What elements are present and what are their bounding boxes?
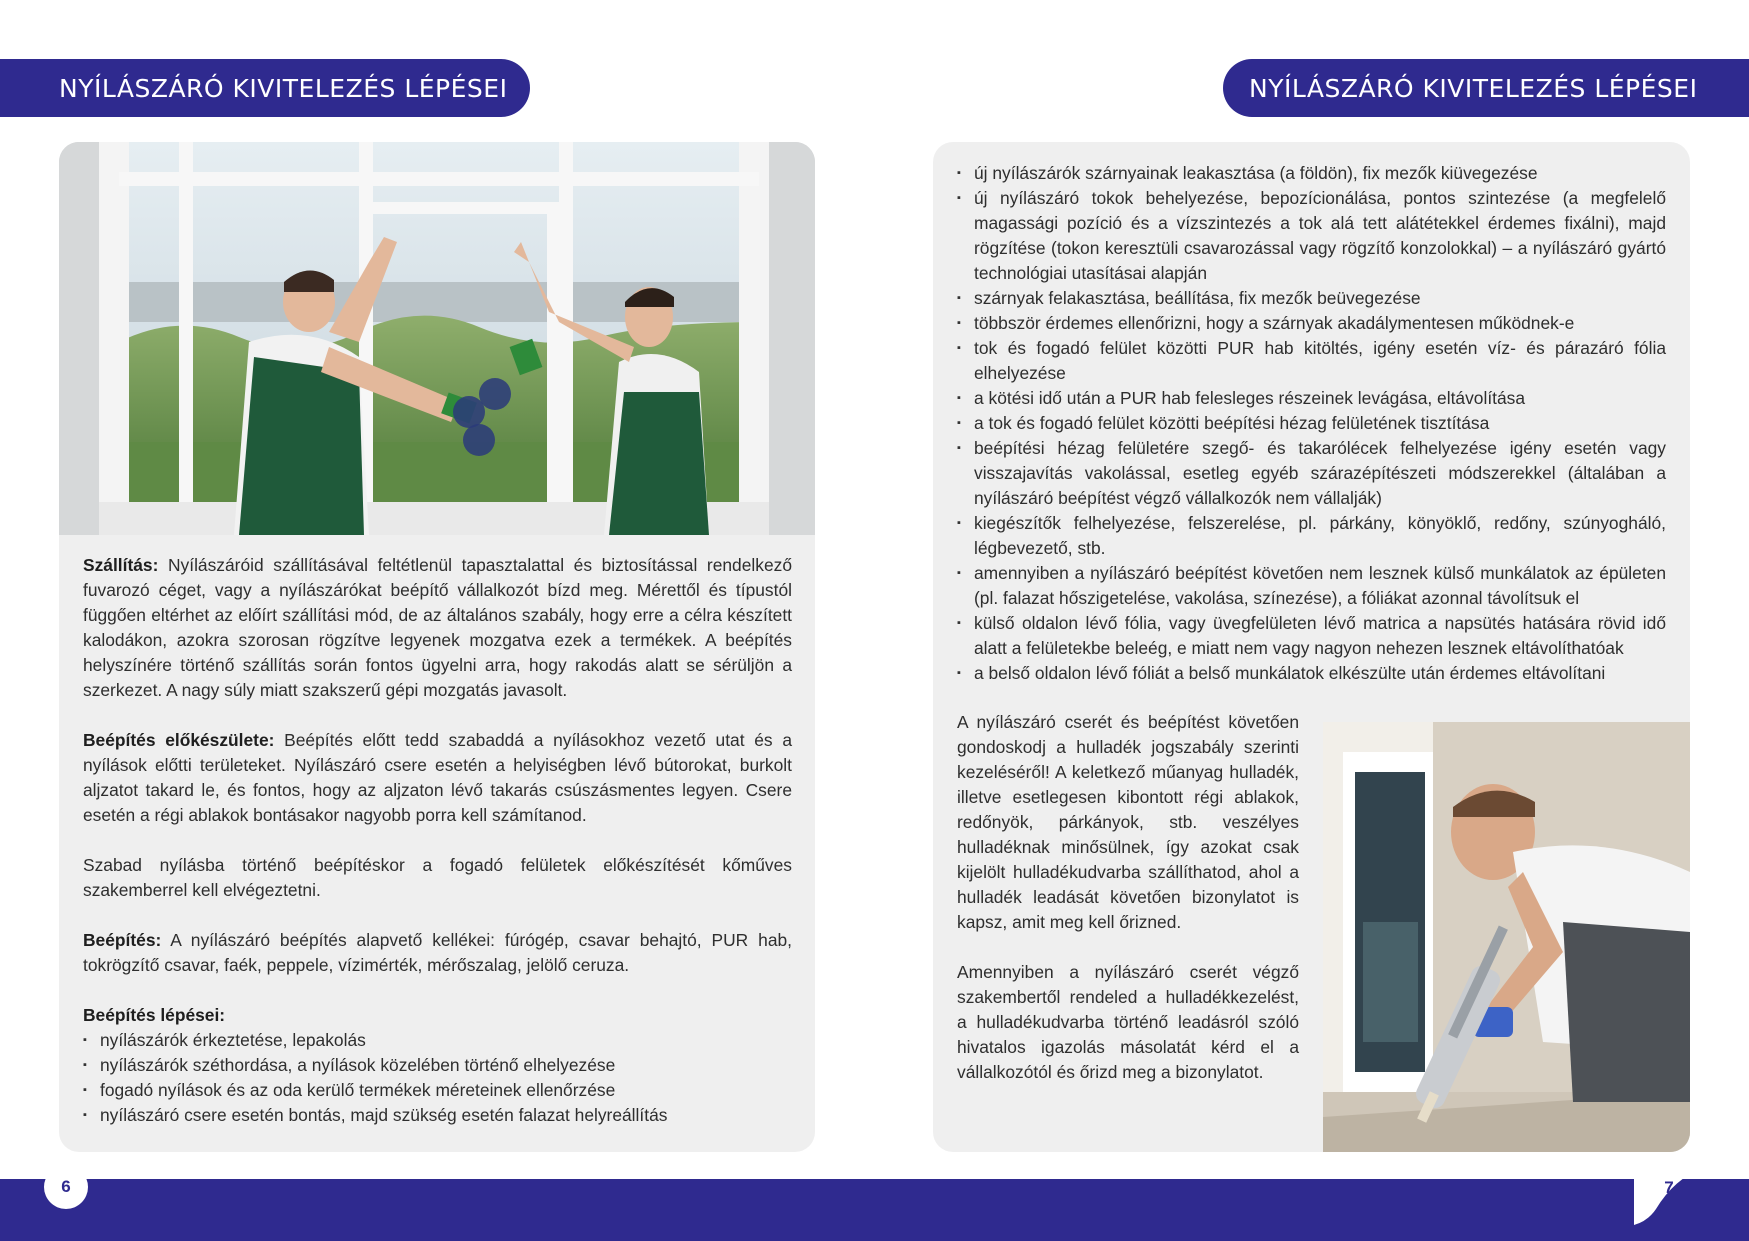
list-item: ▪ beépítési hézag felületére szegő- és takarólécek felhelyezése igény esetén vagy visszajavítás vakolással, esetleg egyéb szárazépítészeti módszerekkel (általában a nyílászáró beépítést végző vállalkozók nem vállalják) [957,436,1666,511]
window-installation-photo [59,142,815,535]
left-body-text [83,553,792,1128]
left-content-panel [59,142,815,1152]
right-page-number-text: 7 [1664,1178,1674,1197]
install-label: Beépítés: [83,930,162,950]
list-item: ▪ szárnyak felakasztása, beállítása, fix mezők beüvegezése [957,286,1666,311]
list-item: ▪ nyílászárók érkeztetése, lepakolás [83,1028,792,1053]
steps-heading [83,1003,792,1028]
list-item: ▪ tok és fogadó felület közötti PUR hab kitöltés, igény esetén víz- és párazáró fólia elhelyezése [957,336,1666,386]
list-item: ▪ amennyiben a nyílászáró beépítést követően nem lesznek külső munkálatok az épületen (pl. falazat hőszigetelése, vakolása, színezése), a fóliákat azonnal távolítsuk el [957,561,1666,611]
prep-paragraph [83,728,792,828]
left-page-number [44,1165,88,1209]
left-page-title: NYÍLÁSZÁRÓ KIVITELEZÉS LÉPÉSEI [59,73,508,103]
left-page-number-text: 6 [61,1177,71,1196]
list-item: ▪ fogadó nyílások és az oda kerülő termékek méreteinek ellenőrzése [83,1078,792,1103]
list-item: ▪ új nyílászáró tokok behelyezése, bepozícionálása, pontos szintezése (a megfelelő magassági pozíció és a vízszintezés a tok alá tett alátétekkel érdemes fixálni), majd rögzítése (tokon keresztüli csavarozással vagy rögzítő konzolokkal) – a nyílászáró gyártó technológiai utasításai alapján [957,186,1666,286]
list-item: ▪ nyílászáró csere esetén bontás, majd szükség esetén falazat helyreállítás [83,1103,792,1128]
list-item: ▪ nyílászárók széthordása, a nyílások közelében történő elhelyezése [83,1053,792,1078]
open-opening-paragraph: Szabad nyílásba történő beépítéskor a fogadó felületek előkészítését kőműves szakemberrel kell elvégeztetni. [83,855,792,900]
waste-paragraph-2: Amennyiben a nyílászáró cserét végző szakembertől rendeled a hulladékkezelést, a hulladékudvarba történő leadásról szóló hivatalos igazolás másolatát kérd el a vállalkozótól és őrizd meg a bizonylatot. [957,962,1299,1082]
transport-paragraph [83,553,792,703]
list-item: ▪ többször érdemes ellenőrizni, hogy a szárnyak akadálymentesen működnek-e [957,311,1666,336]
prep-label: Beépítés előkészülete: [83,730,275,750]
footer-band [0,1179,1749,1241]
install-text: A nyílászáró beépítés alapvető kellékei: fúrógép, csavar behajtó, PUR hab, tokrögzítő csavar, faék, peppele, vízimérték, mérőszalag, jelölő ceruza. [83,930,792,975]
transport-label: Szállítás: [83,555,159,575]
waste-paragraph-1: A nyílászáró cserét és beépítést követően gondoskodj a hulladék jogszabály szerinti kezeléséről! A keletkező műanyag hulladék, illetve esetlegesen kibontott régi ablakok, redőnyök, párkányok, stb. veszélyes hulladéknak minősülnek, így azokat csak kijelölt hulladékudvarba szállíthatod, ahol a hulladék leadását követően bizonylatot is kapsz, amit meg kell őrizned. [957,712,1299,932]
list-item: ▪ a tok és fogadó felület közötti beépítési hézag felületének tisztítása [957,411,1666,436]
list-item: ▪ a kötési idő után a PUR hab felesleges részeinek levágása, eltávolítása [957,386,1666,411]
prep-text: Beépítés előtt tedd szabaddá a nyílásokhoz vezető utat és a nyílások előtti területeket. Nyílászáró csere esetén a helyiségben lévő bútorokat, burkolt aljzatot takard le, és fontos, hogy az aljzaton lévő takarás csúszásmentes legyen. Csere esetén a régi ablakok bontásakor nagyobb porra kell számítanod. [83,730,792,825]
left-page-header [0,59,530,117]
list-item: ▪ a belső oldalon lévő fóliát a belső munkálatok elkészülte után érdemes eltávolítani [957,661,1666,686]
right-page-header [1223,59,1749,117]
right-page-title: NYÍLÁSZÁRÓ KIVITELEZÉS LÉPÉSEI [1249,73,1698,103]
steps-label: Beépítés lépései: [83,1005,226,1025]
right-steps-list [957,161,1666,686]
waste-handling-text [957,710,1299,1110]
right-content-panel [933,142,1690,1152]
list-item: ▪ külső oldalon lévő fólia, vagy üvegfelületen lévő matrica a napsütés hatására rövid idő alatt a felületekbe beleég, e miatt nem vagy nagyon nehezen lesznek eltávolíthatóak [957,611,1666,661]
sealant-worker-photo [1323,722,1690,1152]
left-steps-list [83,1028,792,1128]
list-item: ▪ kiegészítők felhelyezése, felszerelése, pl. párkány, könyöklő, redőny, szúnyogháló, légbevezető, stb. [957,511,1666,561]
transport-text: Nyílászáróid szállításával feltétlenül tapasztalattal és biztosítással rendelkező fuvarozó céget, vagy a nyílászárókat beépítő vállalkozót bízd meg. Mérettől és típustól függően eltérhet az előírt szállítási mód, de az általános szabály, hogy erre a célra készített kalodákon, azokra szorosan rögzítve legyenek mozgatva ezek a termékek. A beépítés helyszínére történő szállítás során fontos ügyelni arra, hogy rakodás alatt se sérüljön a szerkezet. A nagy súly miatt szakszerű gépi mozgatás javasolt. [83,555,792,700]
right-page-number [1634,1165,1680,1225]
page-corner-icon [1634,1165,1704,1241]
list-item: ▪ új nyílászárók szárnyainak leakasztása (a földön), fix mezők kiüvegezése [957,161,1666,186]
install-paragraph [83,928,792,978]
